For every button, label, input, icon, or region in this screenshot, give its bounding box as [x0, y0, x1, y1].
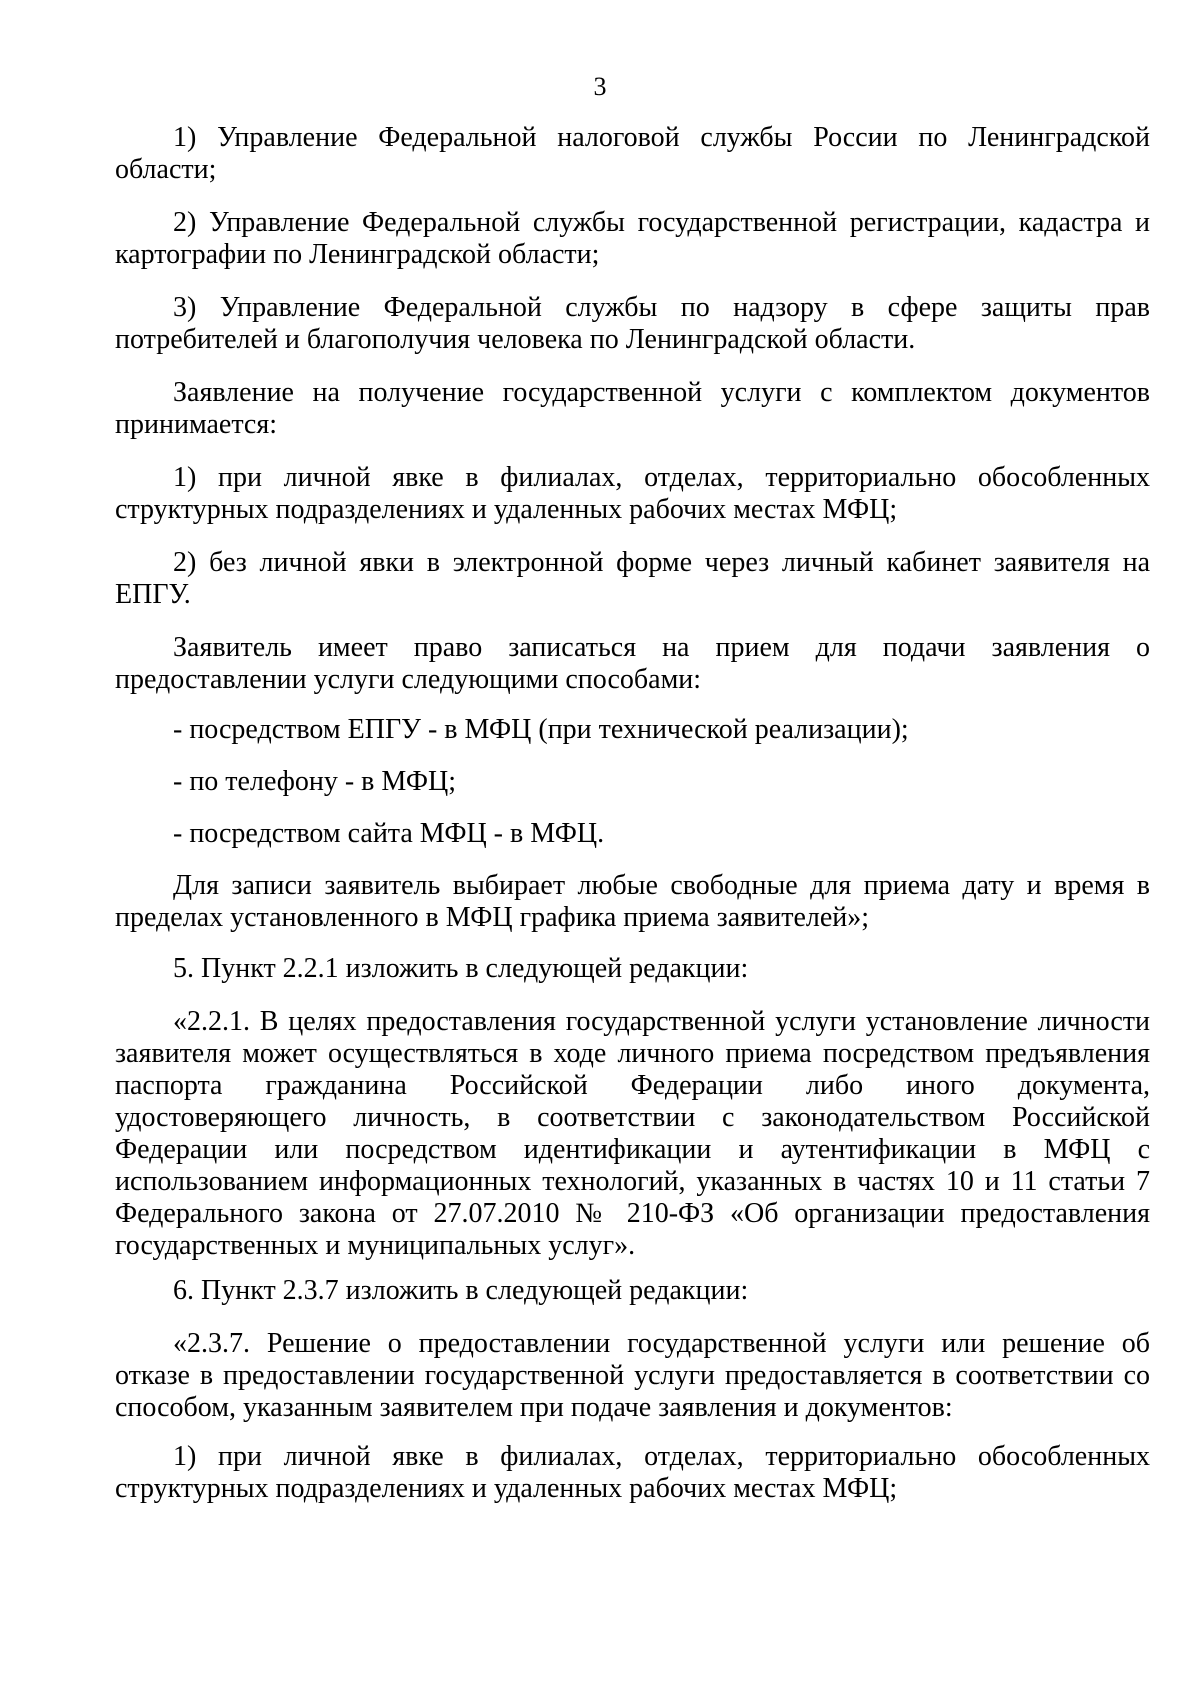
paragraph-2-2-1: «2.2.1. В целях предоставления государственной услуги установление личности заявителя может осуществляться в ходе личного приема посредством предъявления паспорта гражданина Российской Федерации либо иного документа, удостоверяющего личность, в соответствии с законодательством Российской Федерации или посредством идентификации и аутентификации в МФЦ с использованием информационных технологий, указанных в частях 10 и 11 статьи 7 Федерального закона от 27.07.2010 № 210-ФЗ «Об организации предоставления государственных и муниципальных услуг».	[115, 1006, 1150, 1261]
paragraph-appointment-ways: Заявитель имеет право записаться на прием для подачи заявления о предоставлении услуги следующими способами:	[115, 632, 1150, 695]
paragraph-rosreestr: 2) Управление Федеральной службы государственной регистрации, кадастра и картографии по Ленинградской области;	[115, 207, 1150, 270]
paragraph-electronic-form: 2) без личной явки в электронной форме через личный кабинет заявителя на ЕПГУ.	[115, 547, 1150, 610]
list-item-phone: - по телефону - в МФЦ;	[173, 766, 457, 797]
paragraph-appointment-time: Для записи заявитель выбирает любые свободные для приема дату и время в пределах установленного в МФЦ графика приема заявителей»;	[115, 870, 1150, 933]
paragraph-rospotrebnadzor: 3) Управление Федеральной службы по надзору в сфере защиты прав потребителей и благополучия человека по Ленинградской области.	[115, 292, 1150, 355]
paragraph-fns: 1) Управление Федеральной налоговой службы России по Ленинградской области;	[115, 122, 1150, 185]
paragraph-personal-visit: 1) при личной явке в филиалах, отделах, территориально обособленных структурных подразделениях и удаленных рабочих местах МФЦ;	[115, 462, 1150, 525]
page-number: 3	[593, 72, 607, 101]
list-item-epgu: - посредством ЕПГУ - в МФЦ (при технической реализации);	[173, 714, 909, 745]
paragraph-2-3-7: «2.3.7. Решение о предоставлении государственной услуги или решение об отказе в предоставлении государственной услуги предоставляется в соответствии со способом, указанным заявителем при подаче заявления и документов:	[115, 1328, 1150, 1423]
paragraph-decision-personal-visit: 1) при личной явке в филиалах, отделах, территориально обособленных структурных подразделениях и удаленных рабочих местах МФЦ;	[115, 1441, 1150, 1504]
paragraph-item-6: 6. Пункт 2.3.7 изложить в следующей редакции:	[173, 1275, 749, 1306]
paragraph-item-5: 5. Пункт 2.2.1 изложить в следующей редакции:	[173, 953, 749, 984]
list-item-mfc-site: - посредством сайта МФЦ - в МФЦ.	[173, 818, 605, 849]
paragraph-application-accepted: Заявление на получение государственной услуги с комплектом документов принимается:	[115, 377, 1150, 440]
